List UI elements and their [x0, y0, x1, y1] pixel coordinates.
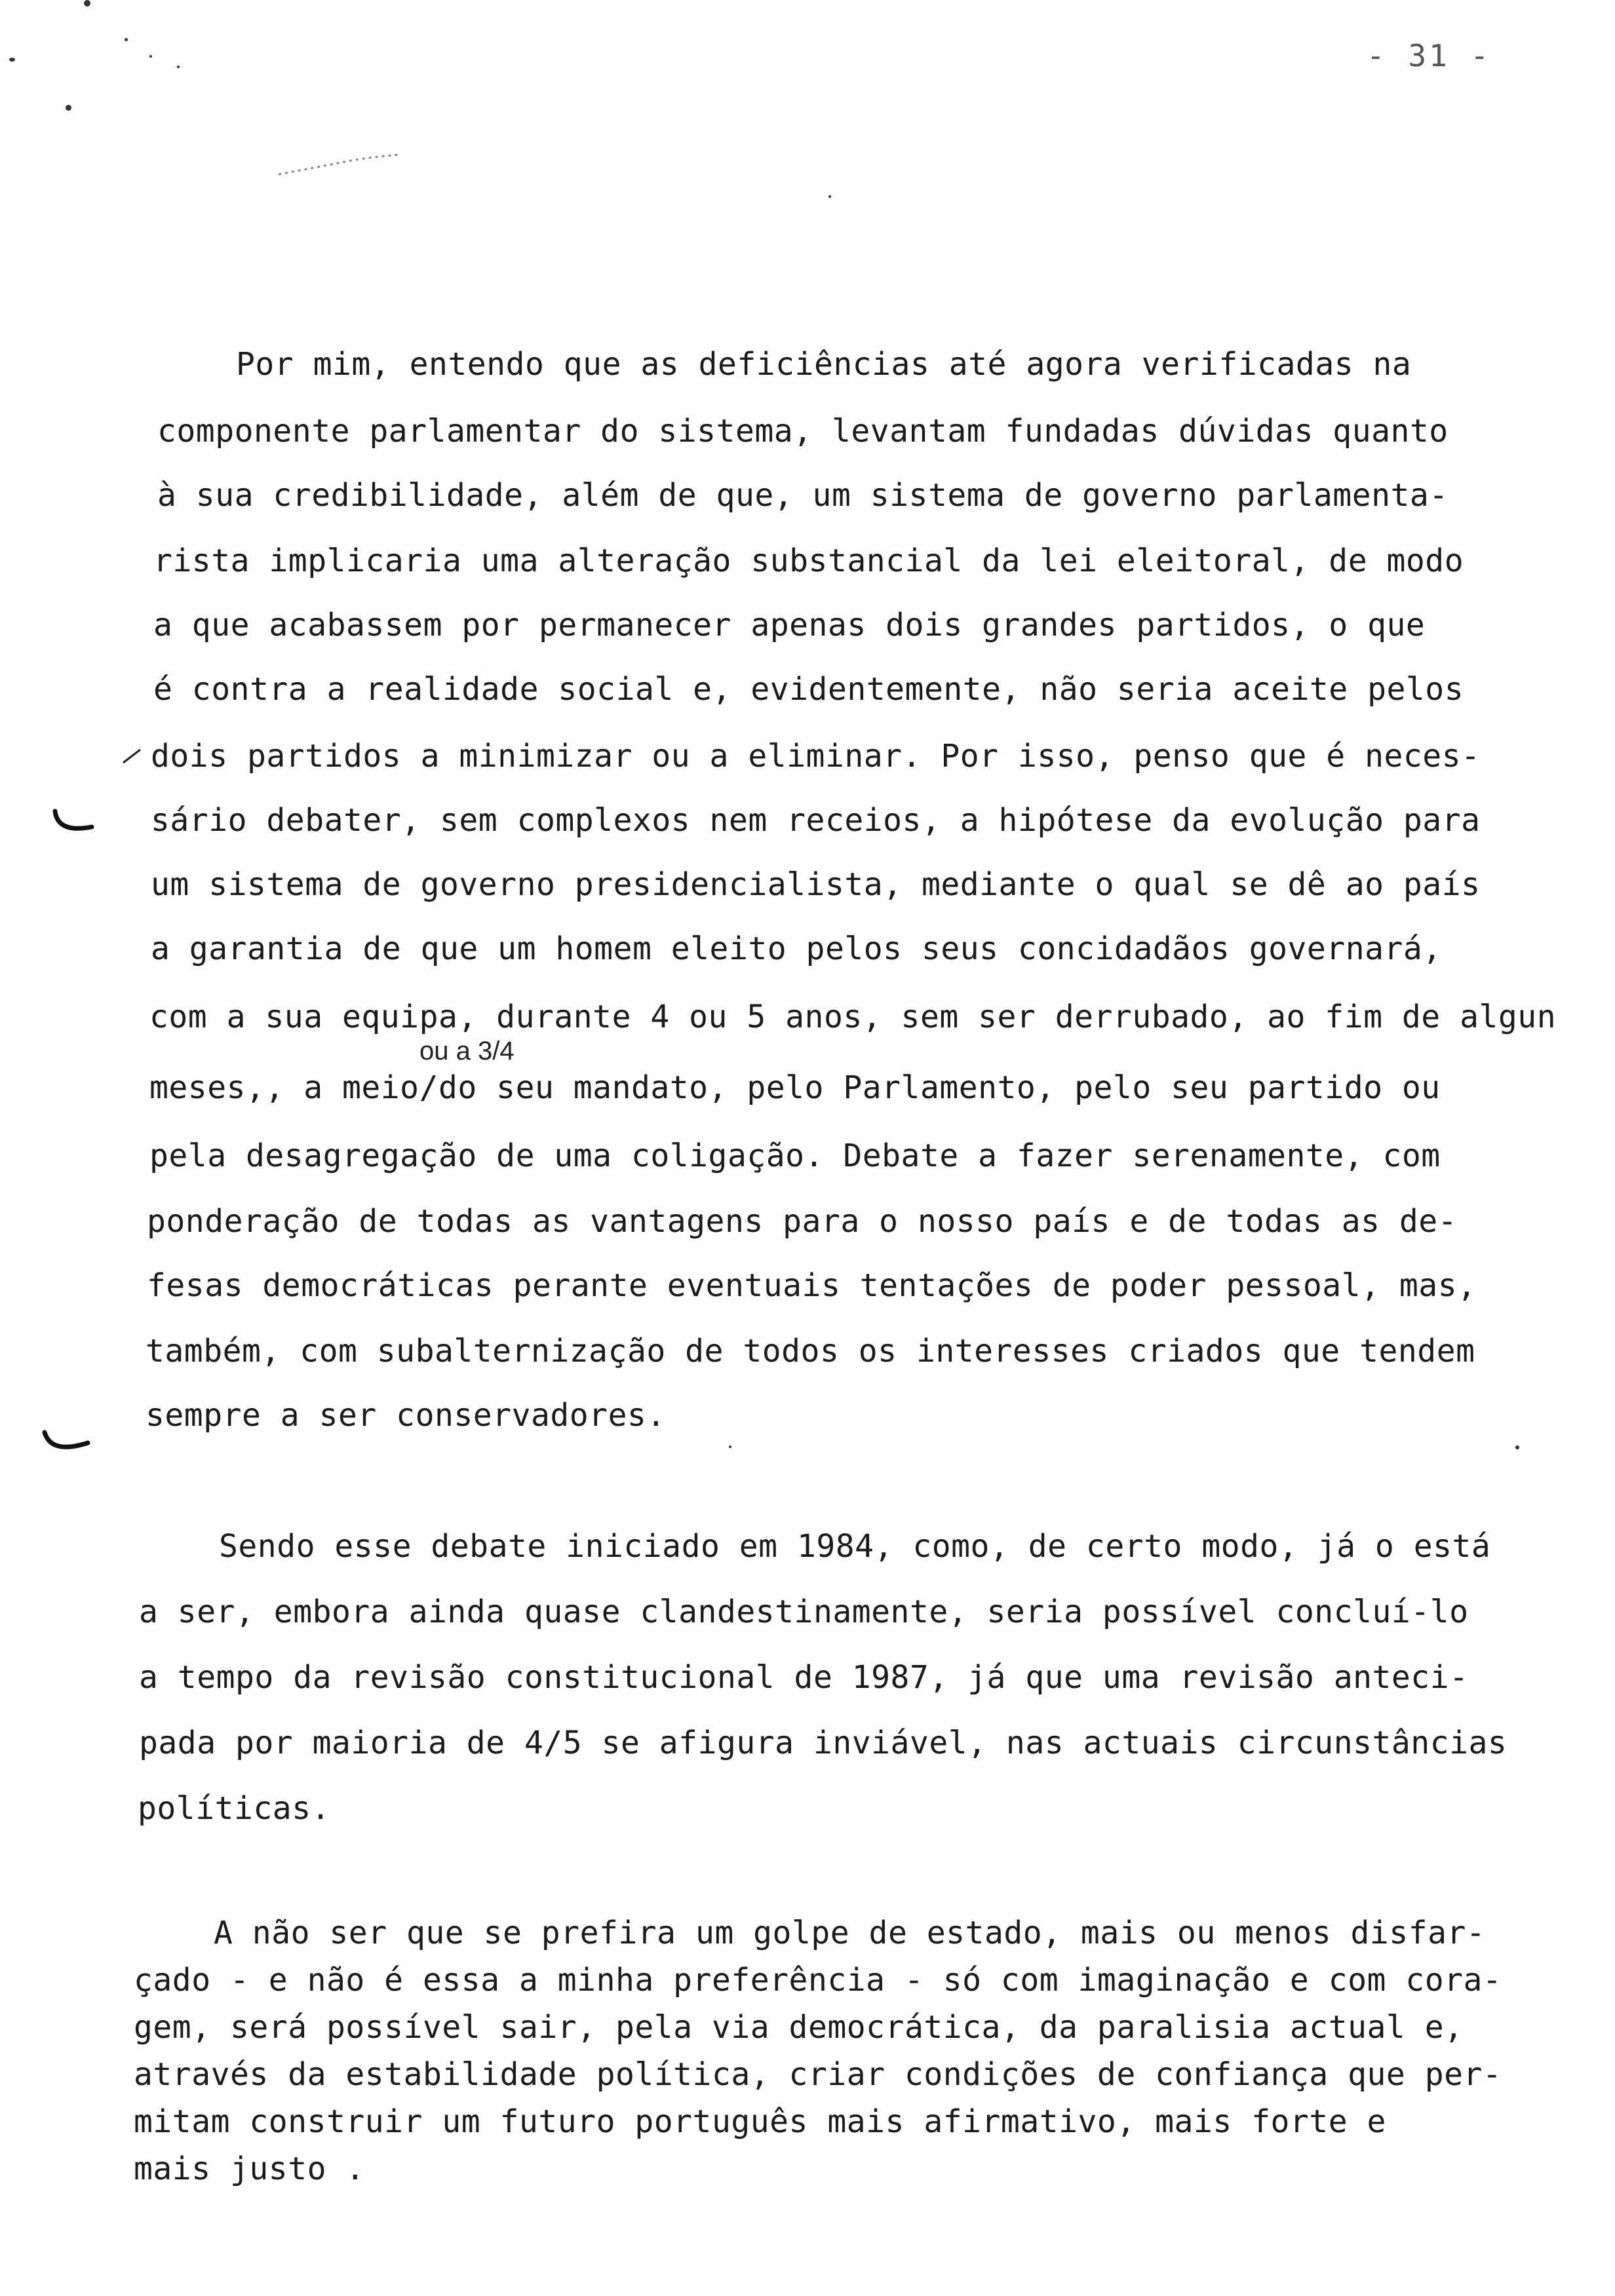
paragraph-1-line: Por mim, entendo que as deficiências até agora verificadas na	[236, 346, 1412, 383]
paragraph-2-line: a ser, embora ainda quase clandestinamente, seria possível concluí-lo	[139, 1594, 1469, 1630]
margin-slash-mark	[122, 748, 142, 764]
paragraph-1-line: sário debater, sem complexos nem receios, a hipótese da evolução para	[151, 802, 1481, 839]
paragraph-2-line: políticas.	[138, 1790, 330, 1827]
paragraph-3-line: mitam construir um futuro português mais afirmativo, mais forte e	[134, 2103, 1386, 2140]
paragraph-1-line: dois partidos a minimizar ou a eliminar. Por isso, penso que é neces-	[151, 738, 1481, 775]
paragraph-2-line: Sendo esse debate iniciado em 1984, como, de certo modo, já o está	[219, 1528, 1491, 1565]
paragraph-1-line: ponderação de todas as vantagens para o nosso país e de todas as de-	[147, 1203, 1458, 1240]
handwritten-insertion: ou a 3/4	[419, 1037, 515, 1065]
margin-bracket-mark	[51, 807, 97, 840]
paragraph-1-line: também, com subalternização de todos os interesses criados que tendem	[146, 1333, 1475, 1369]
paragraph-1-line: um sistema de governo presidencialista, mediante o qual se dê ao país	[151, 866, 1481, 903]
paragraph-3-line: através da estabilidade política, criar condições de confiança que per-	[134, 2056, 1502, 2093]
paragraph-1-line: fesas democráticas perante eventuais tentações de poder pessoal, mas,	[147, 1267, 1477, 1304]
scan-smudge	[275, 148, 406, 181]
scan-speck	[125, 38, 128, 41]
scan-speck	[9, 58, 15, 62]
scan-speck	[149, 55, 152, 58]
paragraph-1-line: a que acabassem por permanecer apenas dois grandes partidos, o que	[153, 607, 1426, 643]
paragraph-1-line: é contra a realidade social e, evidentemente, não seria aceite pelos	[153, 671, 1464, 708]
paragraph-1-line: sempre a ser conservadores.	[146, 1397, 666, 1434]
page-number: - 31 -	[1367, 38, 1492, 73]
paragraph-2-line: pada por maioria de 4/5 se afigura inviável, nas actuais circunstâncias	[139, 1725, 1508, 1761]
paragraph-3-line: gem, será possível sair, pela via democrática, da paralisia actual e,	[134, 2009, 1464, 2046]
scan-speck	[84, 0, 90, 7]
paragraph-1-line: meses,, a meio/do seu mandato, pelo Parlamento, pelo seu partido ou	[149, 1069, 1441, 1106]
paragraph-2-line: a tempo da revisão constitucional de 1987, já que uma revisão anteci-	[139, 1659, 1469, 1696]
paragraph-1-line: a garantia de que um homem eleito pelos seus concidadãos governará,	[151, 930, 1442, 967]
paragraph-3-line: mais justo .	[134, 2151, 365, 2187]
paragraph-1-line: rista implicaria uma alteração substancial da lei eleitoral, de modo	[153, 543, 1464, 579]
scan-speck	[177, 66, 180, 68]
scan-speck	[66, 105, 71, 111]
paragraph-1-line: pela desagregação de uma coligação. Debate a fazer serenamente, com	[149, 1138, 1441, 1174]
paragraph-3-line: A não ser que se prefira um golpe de estado, mais ou menos disfar-	[214, 1915, 1486, 1951]
paragraph-3-line: çado - e não é essa a minha preferência - só com imaginação e com cora-	[134, 1962, 1502, 1999]
scan-speck	[828, 195, 831, 198]
paragraph-1-line: com a sua equipa, durante 4 ou 5 anos, sem ser derrubado, ao fim de algun	[149, 999, 1557, 1035]
margin-bracket-mark	[41, 1427, 93, 1460]
scan-speck	[729, 1445, 731, 1448]
paragraph-1-line: componente parlamentar do sistema, levantam fundadas dúvidas quanto	[157, 413, 1449, 450]
scan-speck	[1515, 1445, 1519, 1449]
paragraph-1-line: à sua credibilidade, além de que, um sistema de governo parlamenta-	[157, 477, 1449, 514]
